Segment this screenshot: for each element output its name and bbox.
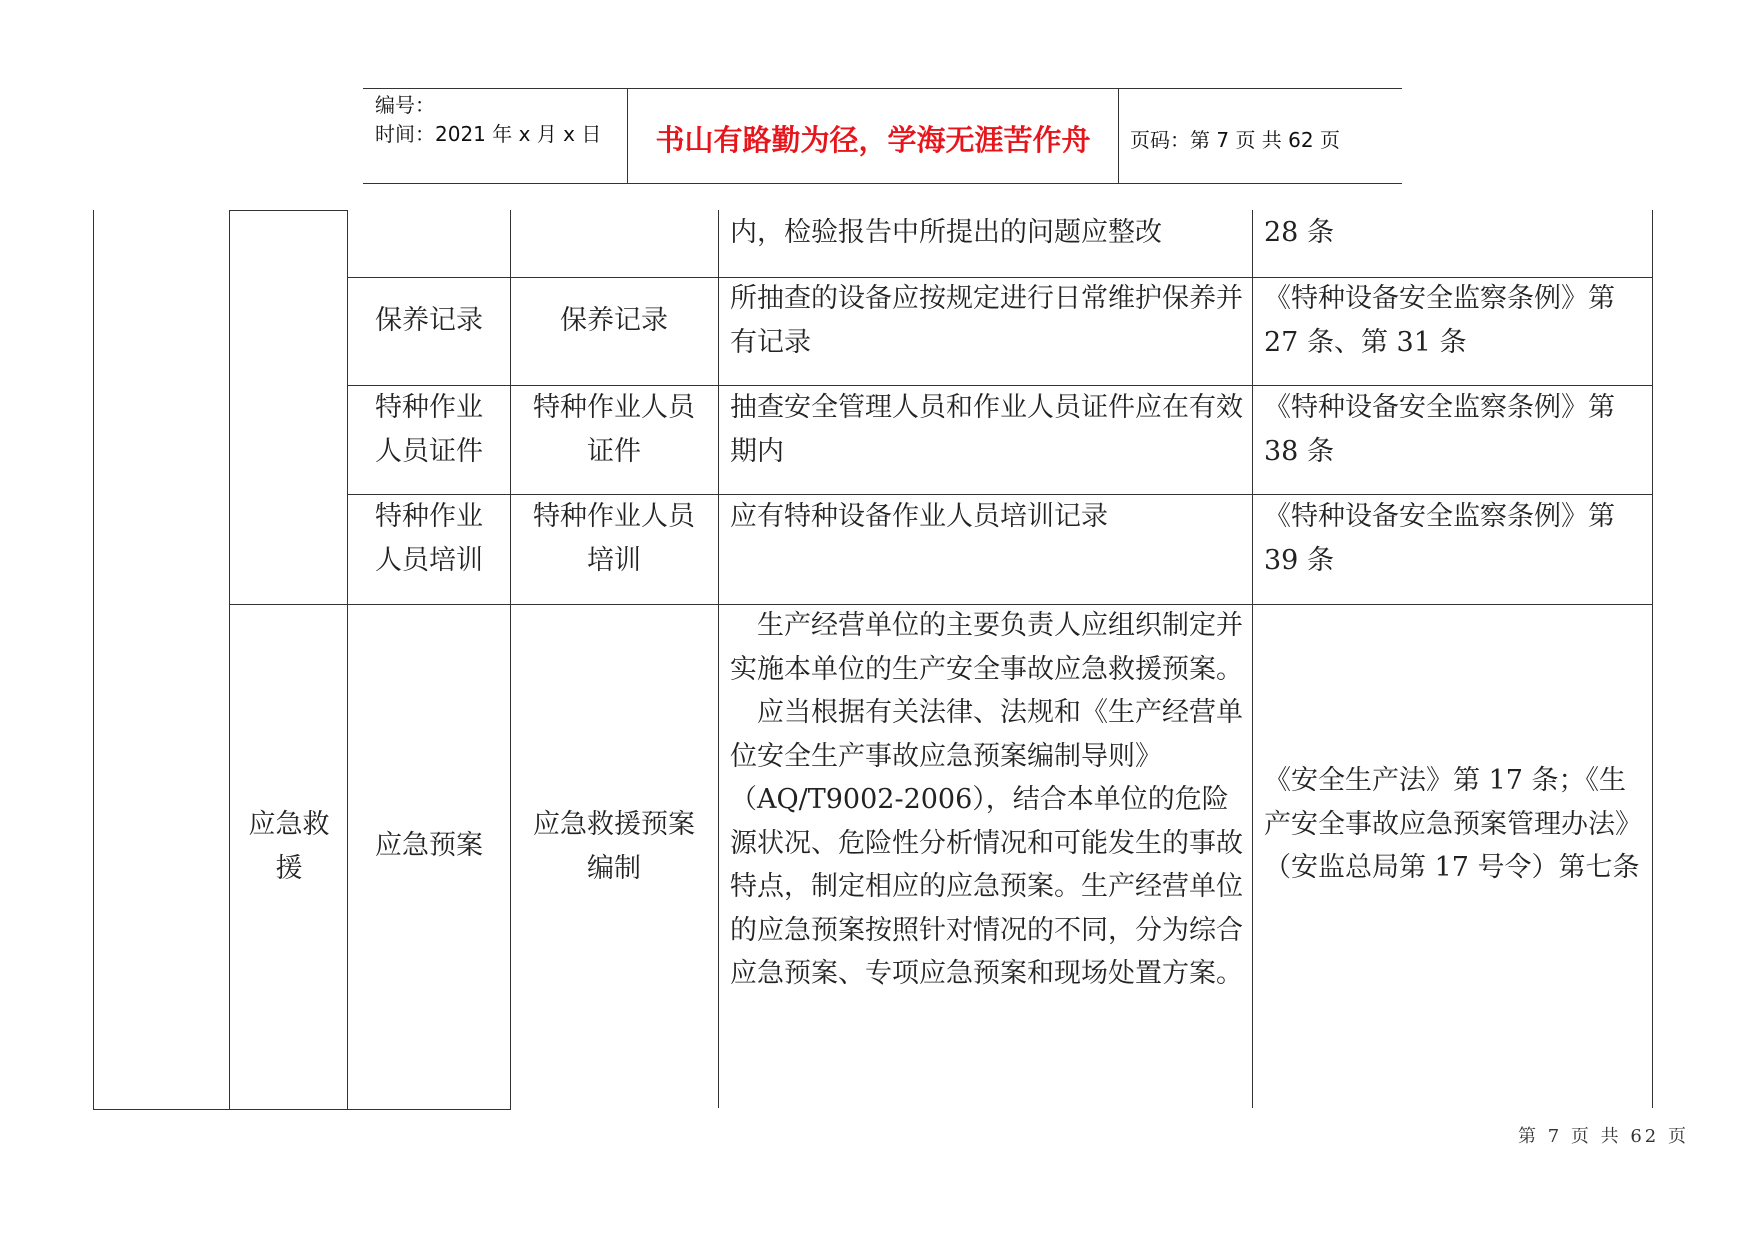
requirement-paragraph: 生产经营单位的主要负责人应组织制定并实施本单位的生产安全事故应急救援预案。 (730, 610, 1243, 685)
table-line (93, 210, 94, 1110)
footer-page-number: 第 7 页 共 62 页 (1518, 1126, 1689, 1147)
content-cell: 特种作业人员证件 (533, 392, 695, 467)
category-cell: 应急救援 (248, 809, 330, 884)
basis-cell: 《特种设备安全监察条例》第 27 条、第 31 条 (1264, 283, 1615, 358)
requirement-cell: 所抽查的设备应按规定进行日常维护保养并有记录 (730, 283, 1243, 358)
requirement-cell (730, 604, 1245, 996)
header-divider-1 (627, 88, 628, 183)
header-divider-2 (1118, 88, 1119, 183)
basis-cell: 28 条 (1264, 217, 1334, 248)
table-line (1652, 210, 1653, 1108)
document-date: 时间：2021 年 x 月 x 日 (375, 122, 602, 146)
requirement-paragraph: 应当根据有关法律、法规和《生产经营单位安全生产事故应急预案编制导则》（AQ/T9002-2006），结合本单位的危险源状况、危险性分析情况和可能发生的事故特点，制定相应的应急预案。生产经营单位的应急预案按照针对情况的不同，分为综合应急预案、专项应急预案和现场处置方案。 (730, 697, 1243, 989)
content-cell: 特种作业人员培训 (533, 501, 695, 576)
table-line (1252, 210, 1253, 1108)
basis-cell: 《特种设备安全监察条例》第 39 条 (1264, 501, 1615, 576)
item-cell: 保养记录 (375, 305, 483, 336)
table-line (510, 210, 511, 1110)
header-bottom-rule (363, 183, 1402, 184)
basis-cell: 《特种设备安全监察条例》第 38 条 (1264, 392, 1615, 467)
table-line (718, 210, 719, 1108)
table-line (229, 210, 230, 1110)
header-top-rule (363, 88, 1402, 89)
table-line (229, 210, 347, 211)
header-motto: 书山有路勤为径，学海无涯苦作舟 (655, 123, 1091, 157)
basis-cell: 《安全生产法》第 17 条；《生产安全事故应急预案管理办法》（安监总局第 17 号令）第七条 (1264, 765, 1642, 883)
content-cell: 应急救援预案编制 (533, 809, 695, 884)
requirement-cell: 内，检验报告中所提出的问题应整改 (730, 217, 1162, 248)
requirement-cell: 应有特种设备作业人员培训记录 (730, 501, 1108, 532)
item-cell: 特种作业人员证件 (375, 392, 483, 467)
item-cell: 特种作业人员培训 (375, 501, 483, 576)
requirement-cell: 抽查安全管理人员和作业人员证件应在有效期内 (730, 392, 1243, 467)
table-line (347, 210, 348, 1110)
item-cell: 应急预案 (375, 830, 483, 861)
content-cell: 保养记录 (560, 305, 668, 336)
table-line (93, 1109, 510, 1110)
header-page-info: 页码：第 7 页 共 62 页 (1130, 128, 1340, 152)
document-number-label: 编号： (375, 93, 435, 117)
